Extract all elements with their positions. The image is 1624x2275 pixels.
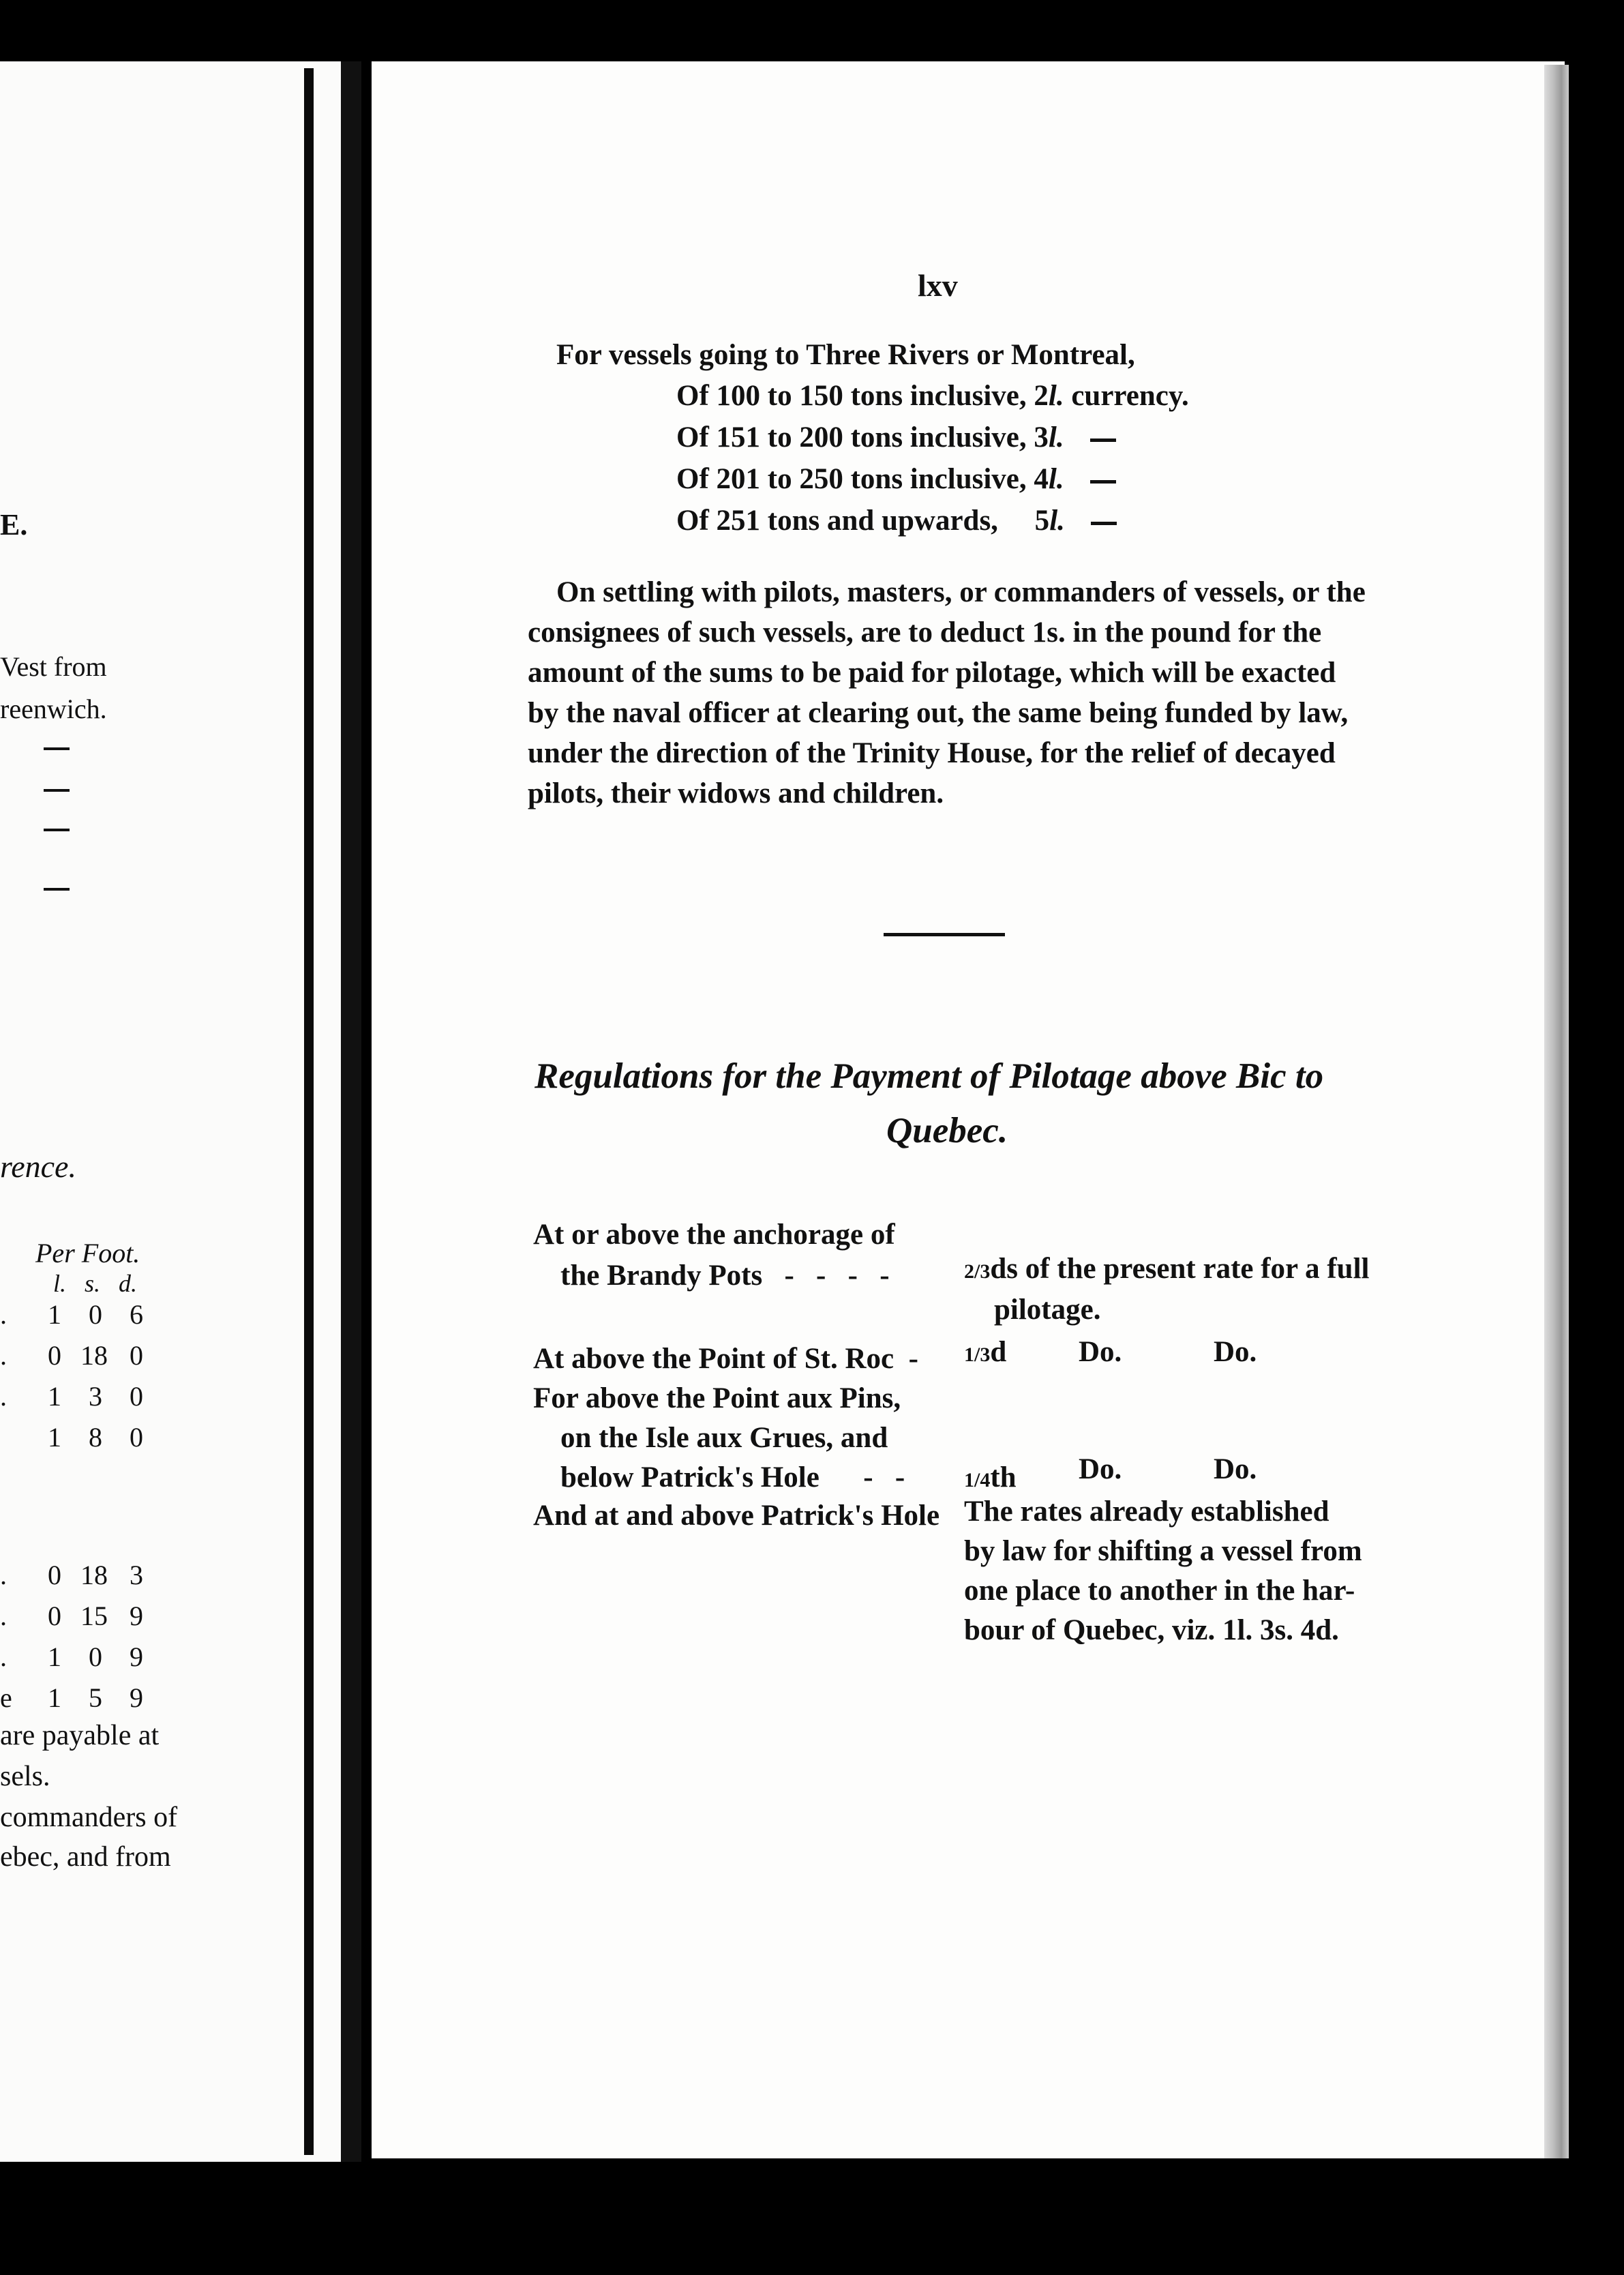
reg-row-3-line-c: below Patrick's Hole - - [560,1461,905,1493]
regulations-title-line-1: Regulations for the Payment of Pilotage above Bic to [535,1056,1324,1096]
table-row: e 1 5 9 [0,1682,143,1713]
left-subheading-fragment: rence. [0,1149,76,1184]
left-tail-line-2: sels. [0,1761,50,1792]
section-divider [884,933,1005,936]
left-col-head-2: reenwich. [0,694,107,724]
page-number: lxv [918,268,958,303]
per-foot-units: l. s. d. [53,1270,138,1297]
left-dash-4 [44,888,70,891]
tonnage-rates [676,379,1189,546]
reg-rate-3-ditto-1: Do. [1079,1453,1122,1485]
reg-rate-4-line-c: one place to another in the har- [964,1575,1355,1607]
two-thirds-fraction: 2/3 [964,1260,991,1283]
table-row: . 0 15 9 [0,1601,143,1631]
left-rates-table-b [0,1562,164,1725]
ditto-dash [1090,438,1116,442]
left-dash-1 [44,747,70,750]
list-item: Of 100 to 150 tons inclusive, 2l. currency. [676,380,1189,412]
reg-row-4: And at and above Patrick's Hole [533,1500,940,1532]
table-row: . 1 0 9 [0,1641,143,1672]
reg-rate-4-line-b: by law for shifting a vessel from [964,1535,1362,1567]
one-quarter-fraction: 1/4 [964,1469,991,1491]
per-foot-label: Per Foot. [35,1238,140,1268]
reg-rate-3: 1/4th [964,1461,1017,1493]
reg-rate-4-line-a: The rates already established [964,1496,1329,1528]
left-tail-line-4: ebec, and from [0,1841,171,1873]
reg-row-3-line-b: on the Isle aux Grues, and [560,1422,888,1454]
reg-row-2: At above the Point of St. Roc - [533,1343,918,1375]
paragraph-line: amount of the sums to be paid for pilotage, which will be exacted [528,657,1336,689]
paragraph-line: by the naval officer at clearing out, the same being funded by law, [528,697,1349,729]
reg-rate-2-ditto-2: Do. [1214,1336,1257,1368]
vessels-intro: For vessels going to Three Rivers or Montreal, [556,339,1135,371]
page-stack-edge [1544,65,1569,2158]
reg-rate-2-ditto-1: Do. [1079,1336,1122,1368]
reg-rate-1-line-a: 2/3ds of the present rate for a full [964,1253,1370,1285]
table-row: . 1 3 0 [0,1381,143,1412]
left-tail-line-1: are payable at [0,1720,160,1751]
left-heading-fragment: E. [0,508,28,541]
left-dash-2 [44,789,70,792]
reg-rate-2: 1/3d [964,1336,1007,1368]
left-page-edge [341,61,361,2162]
list-item: Of 151 to 200 tons inclusive, 3l. [676,421,1189,462]
table-row: . 0 18 3 [0,1560,143,1590]
paragraph-line: pilots, their widows and children. [528,777,944,809]
reg-row-3-line-a: For above the Point aux Pins, [533,1382,901,1414]
list-item: Of 251 tons and upwards, 5l. [676,504,1189,546]
left-tail-line-3: commanders of [0,1802,178,1833]
reg-rate-1-line-b: pilotage. [994,1294,1101,1326]
left-dash-3 [44,829,70,831]
regulations-title-line-2: Quebec. [886,1111,1008,1150]
left-rates-table-a [0,1301,164,1465]
reg-row-1-line-a: At or above the anchorage of [533,1219,895,1251]
ditto-dash [1090,480,1116,484]
reg-rate-3-ditto-2: Do. [1214,1453,1257,1485]
table-row: 1 8 0 [48,1422,143,1453]
paragraph-line: On settling with pilots, masters, or commanders of vessels, or the [556,576,1366,608]
pilotage-paragraph [528,576,1366,817]
table-row: . 1 0 6 [0,1299,143,1330]
reg-rate-4-line-d: bour of Quebec, viz. 1l. 3s. 4d. [964,1614,1339,1646]
paragraph-line: under the direction of the Trinity House, for the relief of decayed [528,737,1336,769]
ditto-dash [1091,522,1117,525]
left-col-head-1: Vest from [0,651,107,682]
reg-row-1-line-b: the Brandy Pots - - - - [560,1260,890,1292]
book-gutter [304,68,314,2155]
list-item: Of 201 to 250 tons inclusive, 4l. [676,462,1189,504]
table-row: . 0 18 0 [0,1340,143,1371]
paragraph-line: consignees of such vessels, are to deduct 1s. in the pound for the [528,616,1322,649]
one-third-fraction: 1/3 [964,1343,991,1366]
